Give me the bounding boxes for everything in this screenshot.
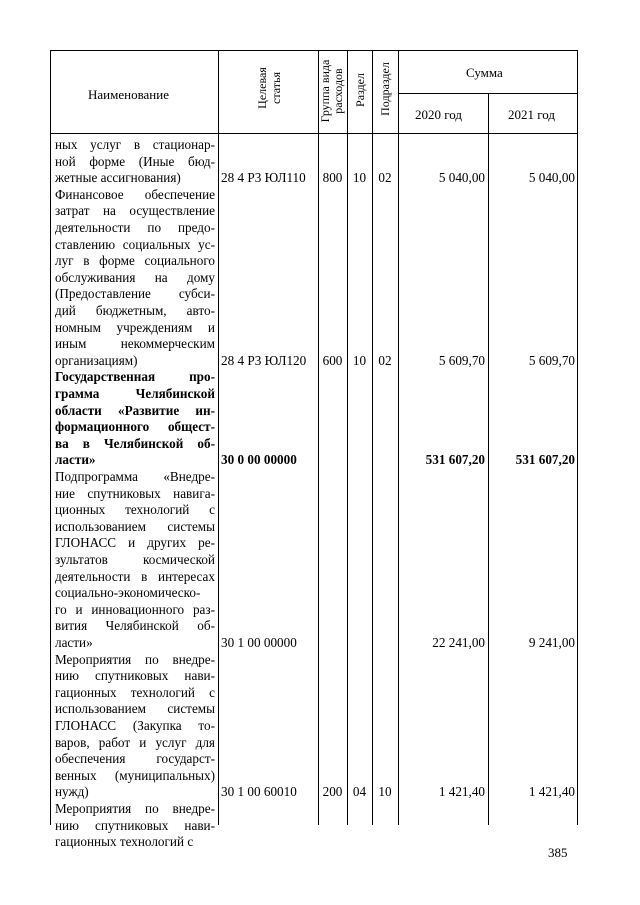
row-name — [55, 469, 215, 652]
row-target-code: 30 1 00 00000 — [221, 635, 297, 650]
header-section: Раздел — [353, 73, 367, 107]
row-sum-2020: 5 609,70 — [438, 352, 485, 368]
row-name-line: использованием системы — [55, 518, 215, 534]
row-name-line: формационного общест- — [55, 419, 215, 435]
row-section: 10 — [352, 170, 367, 186]
row-name — [55, 137, 215, 187]
row-name-line: ва в Челябинской об- — [55, 435, 215, 451]
row-name-line: использованием системы — [55, 701, 215, 717]
row-expense-group: 800 — [322, 170, 343, 186]
row-subsection: 02 — [378, 170, 392, 186]
row-name-line: ласти» — [55, 452, 96, 468]
row-subsection: 10 — [378, 784, 392, 800]
row-name-line: жетные ассигнования) — [55, 170, 181, 186]
row-name-line: организациям) — [55, 352, 138, 368]
page-number: 385 — [548, 845, 568, 860]
row-name-line: венных (муниципальных) — [55, 767, 215, 783]
row-name-line: Государственная про- — [55, 369, 215, 385]
row-target-code: 28 4 Р3 ЮЛ120 — [221, 352, 307, 368]
row-expense-group: 200 — [322, 784, 343, 800]
row-name-line: обслуживания на дому — [55, 269, 215, 285]
row-name-line: деятельности по предо- — [55, 219, 215, 235]
header-target-article: Целевая — [255, 67, 269, 109]
row-section: 04 — [352, 784, 367, 800]
row-name-line: социально-экономическо- — [55, 585, 201, 601]
row-name-line: нию спутниковых нави- — [55, 817, 215, 833]
row-sum-2020: 531 607,20 — [425, 452, 485, 468]
row-target-code: 30 0 00 00000 — [221, 452, 297, 468]
row-sum-2020: 5 040,00 — [438, 170, 485, 186]
row-name-line: ласти» — [55, 634, 93, 650]
row-sum-2021: 5 609,70 — [528, 352, 575, 368]
row-name-line: ГЛОНАСС (Закупка то- — [55, 717, 215, 733]
row-name-line: (Предоставление субси- — [55, 286, 215, 302]
row-expense-group: 600 — [322, 352, 343, 368]
row-name-line: Мероприятия по внедре- — [55, 801, 215, 816]
row-name — [55, 652, 215, 801]
row-name — [55, 369, 215, 469]
row-name-line: области «Развитие ин- — [55, 402, 215, 418]
row-name-line: Финансовое обеспечение — [55, 186, 215, 202]
row-name-line: Подпрограмма «Внедре- — [55, 469, 215, 484]
row-name-line: ГЛОНАСС и других ре- — [55, 535, 215, 551]
row-name-line: луг в форме социального — [55, 253, 215, 269]
row-name-line: го и инновационного раз- — [55, 601, 215, 617]
row-name-line: нужд) — [55, 784, 89, 800]
row-section: 10 — [352, 352, 367, 368]
header-expense-group-2: расходов — [331, 68, 345, 114]
header-year-2020: 2020 год — [415, 107, 462, 122]
row-sum-2020: 22 241,00 — [432, 635, 485, 650]
row-name-line: гационных технологий с — [55, 684, 215, 700]
row-sum-2021: 531 607,20 — [515, 452, 575, 468]
row-name-line: деятельности в интересах — [55, 568, 215, 584]
row-name-line: гационных технологий с — [55, 834, 194, 850]
row-name-line: обеспечения государст- — [55, 751, 215, 767]
row-name — [55, 187, 215, 370]
row-name-line: затрат на осуществление — [55, 203, 215, 219]
row-target-code: 30 1 00 60010 — [221, 784, 297, 800]
header-expense-group: Группа вида — [318, 59, 332, 123]
row-name-line: ние спутниковых навига- — [55, 485, 215, 501]
row-subsection: 02 — [378, 352, 392, 368]
row-name-line: варов, работ и услуг для — [55, 734, 215, 750]
row-name-line: иным некоммерческим — [55, 336, 215, 352]
row-sum-2020: 1 421,40 — [438, 784, 485, 800]
row-name-line: дий бюджетным, авто- — [55, 302, 215, 318]
row-name-line: ных услуг в стационар- — [55, 137, 215, 152]
header-subsection: Подраздел — [378, 62, 392, 116]
row-name-line: грамма Челябинской — [55, 385, 215, 401]
row-name-line: ставлению социальных ус- — [55, 236, 215, 252]
row-name-line: ционных технологий с — [55, 502, 215, 518]
row-sum-2021: 5 040,00 — [528, 170, 575, 186]
row-name-line: номным учреждениям и — [55, 319, 215, 335]
row-name-line: вития Челябинской об- — [55, 618, 215, 634]
row-name — [55, 801, 215, 851]
row-target-code: 28 4 Р3 ЮЛ110 — [221, 170, 306, 186]
row-name-line: нию спутниковых нави- — [55, 668, 215, 684]
header-sum: Сумма — [466, 65, 503, 80]
row-name-line: Мероприятия по внедре- — [55, 651, 215, 667]
row-name-line: ной форме (Иные бюд- — [55, 153, 215, 169]
header-year-2021: 2021 год — [508, 107, 555, 122]
row-sum-2021: 9 241,00 — [528, 635, 575, 650]
row-sum-2021: 1 421,40 — [528, 784, 575, 800]
row-name-line: зультатов космической — [55, 551, 215, 567]
header-target-article-2: статья — [269, 72, 283, 104]
header-name: Наименование — [88, 87, 169, 102]
